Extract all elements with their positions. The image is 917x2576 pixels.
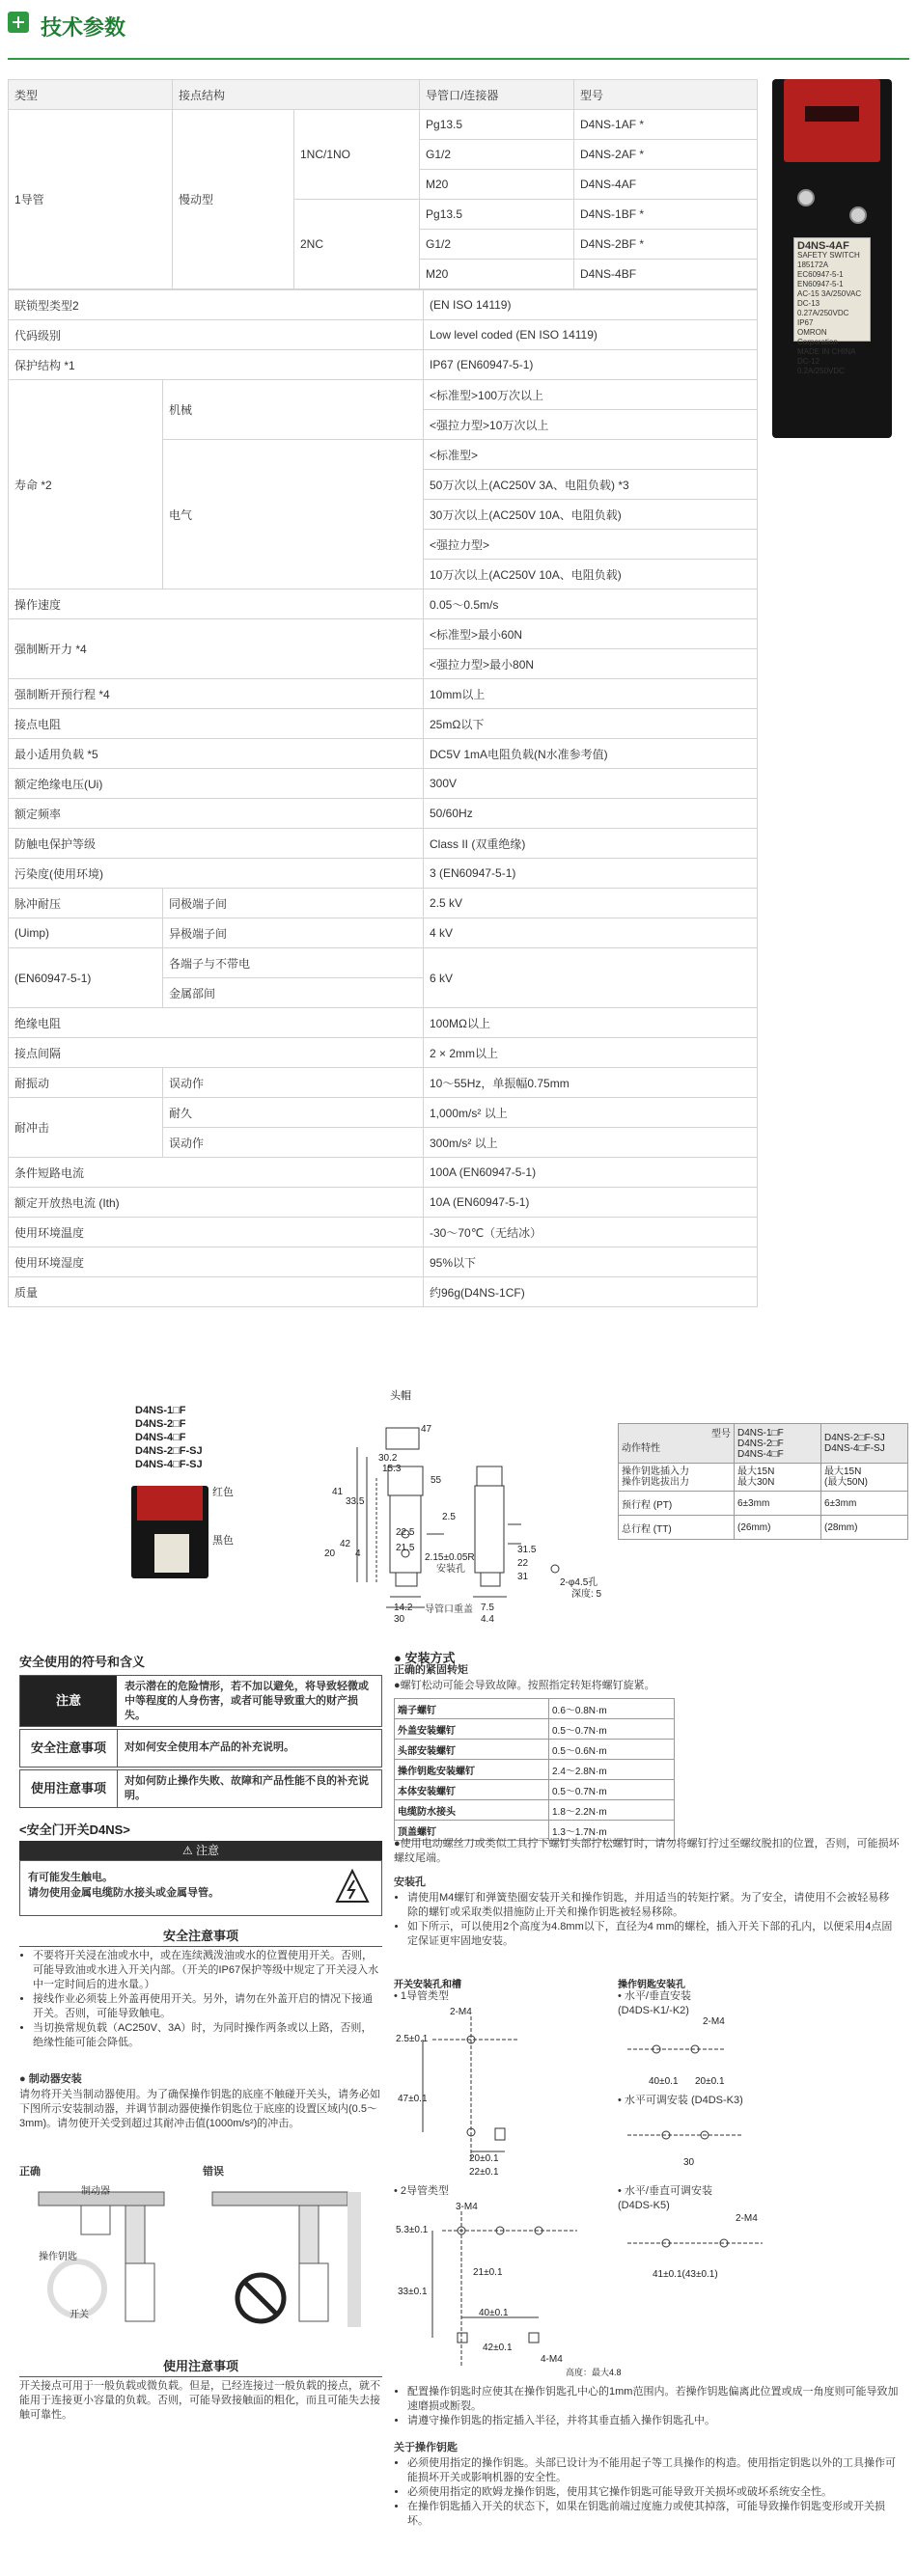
precaution-item: • 接线作业必须装上外盖再使用开关。另外，请勿在外盖开启的情况下接通开关。否则，可能导致触电。	[33, 1992, 382, 2021]
torque-value: 0.5～0.6N·m	[549, 1740, 675, 1760]
torque-item: 本体安装螺钉	[395, 1780, 549, 1800]
spec-value: 25mΩ以下	[424, 709, 758, 739]
char-row-value: (26mm)	[735, 1516, 821, 1540]
spec-value: 4 kV	[424, 918, 758, 948]
dim-label: 41±0.1(43±0.1)	[653, 2269, 718, 2280]
char-head-col: D4NS-2□F-SJ D4NS-4□F-SJ	[821, 1424, 908, 1464]
switch-holes-title: 开关安装孔和槽	[394, 1980, 461, 1990]
dim-label: 高度：最大4.8	[566, 2368, 622, 2377]
model-name: D4NS-4□F-SJ	[135, 1459, 203, 1470]
cell-model: D4NS-4BF	[574, 260, 758, 289]
key-notes	[394, 2385, 900, 2428]
correct-label: 正确	[19, 2166, 41, 2178]
spec-value: 1,000m/s² 以上	[424, 1098, 758, 1128]
header-structure: 接点结构	[173, 80, 420, 110]
key-more-item: • 必须使用指定的欧姆龙操作钥匙，使用其它操作钥匙可能导致开关损坏或破坏系统安全性。	[407, 2485, 900, 2500]
spec-label: 脉冲耐压	[9, 889, 163, 918]
type1-label: • 1导管类型	[394, 1990, 450, 2002]
spec-value: 30万次以上(AC250V 10A、电阻负载)	[424, 500, 758, 530]
symbol-label: 使用注意事项	[20, 1770, 118, 1807]
key-more-item: • 必须使用指定的操作钥匙。头部已设计为不能用起子等工具操作的构造。使用指定钥匙以外的工具操作可能损坏开关或影响机器的安全性。	[407, 2456, 900, 2485]
spec-value: Class II (双重绝缘)	[424, 829, 758, 859]
section-title: 技术参数	[41, 15, 126, 40]
switch-photo-head	[137, 1486, 203, 1521]
cell-conduit: M20	[420, 260, 574, 289]
char-row-value: 6±3mm	[735, 1492, 821, 1516]
spec-label: 强制断开力 *4	[9, 619, 424, 679]
char-head-sub: 动作特性	[622, 1443, 660, 1454]
dim-label: 30.2	[378, 1453, 398, 1464]
key-note: • 请遵守操作钥匙的指定插入半径，并将其垂直插入操作钥匙孔中。	[407, 2414, 900, 2428]
spec-label: 耐冲击	[9, 1098, 163, 1158]
spec-label: 耐振动	[9, 1068, 163, 1098]
dim-label: 2.5±0.1	[396, 2034, 429, 2044]
spec-value: 10万次以上(AC250V 10A、电阻负载)	[424, 560, 758, 589]
callout-depth: 深度: 5	[571, 1589, 602, 1600]
torque-item: 顶盖螺钉	[395, 1821, 549, 1841]
symbol-text: 对如何防止操作失败、故障和产品性能不良的补充说明。	[125, 1775, 369, 1801]
char-row-value: 最大15N 最大30N	[735, 1464, 821, 1492]
torque-item: 操作钥匙安装螺钉	[395, 1760, 549, 1780]
spec-label: 防触电保护等级	[9, 829, 424, 859]
spec-label: (EN60947-5-1)	[9, 948, 163, 1008]
electric-shock-icon	[335, 1869, 370, 1904]
spec-value: 100MΩ以上	[424, 1008, 758, 1038]
symbol-safety-precaution	[19, 1729, 382, 1768]
char-row-label: 预行程 (PT)	[619, 1492, 735, 1516]
dim-label: 22.5	[396, 1527, 415, 1538]
spec-value: 300V	[424, 769, 758, 799]
caution-bar-label: 注意	[196, 1844, 220, 1857]
spec-sublabel: 误动作	[163, 1128, 424, 1158]
dim-label: 15.3	[382, 1464, 402, 1474]
dim-label: 42	[340, 1539, 351, 1549]
label-line: EC60947-5-1	[797, 270, 844, 279]
dim-label: 5.3±0.1	[396, 2225, 429, 2235]
holes-note: • 如下所示，可以使用2个高度为4.8mm以下，直径为4 mm的螺栓，插入开关下部的孔内，以便采用4点固定保证更牢固地安装。	[407, 1920, 900, 1949]
spec-value: <标准型>100万次以上	[424, 380, 758, 410]
type2-label: • 2导管类型	[394, 2185, 450, 2197]
spec-label: 污染度(使用环境)	[9, 859, 424, 889]
spec-label: 额定绝缘电压(Ui)	[9, 769, 424, 799]
torque-intro: ●螺钉松动可能会导致故障。按照指定转矩将螺钉旋紧。	[394, 1680, 655, 1691]
spec-label: 接点间隔	[9, 1038, 424, 1068]
screw-icon	[849, 206, 867, 224]
dim-label: 4.4	[481, 1614, 494, 1625]
model-list	[135, 1404, 203, 1471]
spec-value: <标准型>最小60N	[424, 619, 758, 649]
char-row-value: 6±3mm	[821, 1492, 908, 1516]
header-conduit: 导管口/连接器	[420, 80, 574, 110]
model-name: D4NS-4□F	[135, 1432, 186, 1443]
torque-value: 0.6～0.8N·m	[549, 1699, 675, 1719]
spec-value: 95%以下	[424, 1247, 758, 1277]
type1-hole-diagram	[394, 2007, 606, 2171]
dim-label: 30	[683, 2157, 695, 2168]
label-line: EN60947-5-1	[797, 280, 844, 288]
model-name: D4NS-1□F	[135, 1405, 186, 1416]
spec-value: DC5V 1mA电阻负载(N水准参考值)	[424, 739, 758, 769]
key-more-item: • 在操作钥匙插入开关的状态下，如果在钥匙前端过度施力或使其掉落，可能导致操作钥匙变形或开关损坏。	[407, 2500, 900, 2529]
dim-label: 47	[421, 1424, 432, 1435]
dim-label: 20	[324, 1548, 336, 1559]
key-title: 关于操作钥匙	[394, 2442, 458, 2453]
cell-conduit: G1/2	[420, 230, 574, 260]
char-head-model	[619, 1424, 735, 1464]
spec-value: (EN ISO 14119)	[424, 290, 758, 320]
plus-icon	[8, 12, 29, 33]
spec-sublabel: 金属部间	[163, 978, 424, 1008]
dim-label: 20±0.1	[469, 2153, 499, 2164]
model-name: D4NS-2□F	[135, 1418, 186, 1430]
label-line: OMRON Corporation	[797, 328, 838, 346]
dim-label: 40±0.1	[649, 2076, 679, 2087]
spec-label: 条件短路电流	[9, 1158, 424, 1188]
label-line: DC-12 0.2A/250VDC	[797, 357, 845, 375]
spec-value: 50/60Hz	[424, 799, 758, 829]
header-type: 类型	[9, 80, 173, 110]
spec-value: -30～70℃（无结冰）	[424, 1218, 758, 1247]
torque-item: 外盖安装螺钉	[395, 1719, 549, 1740]
char-row-value: (28mm)	[821, 1516, 908, 1540]
spec-value: <标准型>	[424, 440, 758, 470]
spec-value: 2 × 2mm以上	[424, 1038, 758, 1068]
characteristics-table	[618, 1423, 908, 1540]
safety-title: 安全使用的符号和含义	[19, 1655, 146, 1669]
dim-label: 42±0.1	[483, 2343, 513, 2353]
wrong-install-diagram	[203, 2182, 367, 2337]
torque-item: 头部安装螺钉	[395, 1740, 549, 1760]
spec-sublabel: 异极端子间	[163, 918, 424, 948]
key-slot	[805, 106, 859, 122]
dim-label: 31	[517, 1572, 529, 1582]
dim-label: 2-M4	[736, 2213, 758, 2224]
spec-value: 10A (EN60947-5-1)	[424, 1188, 758, 1218]
wrong-label: 错误	[203, 2166, 224, 2178]
char-row-label: 总行程 (TT)	[619, 1516, 735, 1540]
dim-label: 21±0.1	[473, 2267, 503, 2278]
spec-value: Low level coded (EN ISO 14119)	[424, 320, 758, 350]
precautions-list	[19, 1949, 382, 2050]
symbol-usage-precaution	[19, 1769, 382, 1808]
spec-table	[8, 289, 758, 1307]
spec-value: 300m/s² 以上	[424, 1128, 758, 1158]
spec-label: 最小适用负载 *5	[9, 739, 424, 769]
cell-conduit: Pg13.5	[420, 110, 574, 140]
label-line: D4NS-4AF	[797, 240, 849, 252]
spec-label: 代码级别	[9, 320, 424, 350]
label-line: SAFETY SWITCH 185172A	[797, 251, 860, 269]
symbol-label: 注意	[20, 1676, 117, 1726]
dim-label: 30	[394, 1614, 405, 1625]
key-k1-diagram	[618, 2020, 734, 2078]
door-switch-title: <安全门开关D4NS>	[19, 1822, 130, 1837]
dim-label: 4	[355, 1548, 361, 1559]
spec-label: 额定频率	[9, 799, 424, 829]
torque-title: 正确的紧固转矩	[394, 1664, 468, 1676]
symbol-text: 对如何安全使用本产品的补充说明。	[125, 1741, 294, 1753]
key-more-list	[394, 2456, 900, 2529]
callout-red: 红色	[212, 1487, 234, 1498]
product-label	[793, 237, 871, 375]
cell-contact-b: 2NC	[294, 200, 420, 289]
spec-value: 10mm以上	[424, 679, 758, 709]
symbol-caution	[19, 1675, 382, 1727]
caution-box	[19, 1860, 382, 1916]
caution-bar	[19, 1841, 382, 1860]
spec-sublabel: 机械	[163, 380, 424, 440]
diagram-label: 制动器	[81, 2186, 110, 2197]
holes-title: 安装孔	[394, 1877, 426, 1888]
dim-label: 2-M4	[703, 2016, 725, 2027]
char-row-value: 最大15N (最大50N)	[821, 1464, 908, 1492]
key-type-label: • 水平可调安装 (D4DS-K3)	[618, 2095, 743, 2106]
spec-label: (Uimp)	[9, 918, 163, 948]
dim-label: 2.5	[442, 1512, 456, 1522]
dim-label: 21.5	[396, 1543, 415, 1553]
spec-label: 额定开放热电流 (Ith)	[9, 1188, 424, 1218]
key-holes-title: 操作钥匙安装孔	[618, 1980, 685, 1990]
label-line: DC-13 0.27A/250VDC	[797, 299, 849, 317]
spec-value: 2.5 kV	[424, 889, 758, 918]
cell-contact-a: 1NC/1NO	[294, 110, 420, 200]
caution-text: 请勿使用金属电缆防水接头或金属导管。	[28, 1887, 219, 1899]
cell-structure: 慢动型	[173, 110, 294, 289]
key-k5-diagram	[618, 2219, 772, 2267]
switch-photo-label	[154, 1534, 189, 1573]
spec-label: 强制断开预行程 *4	[9, 679, 424, 709]
callout-headcap: 头帽	[390, 1390, 411, 1402]
callout-conduit-cap: 导管口重盖	[425, 1604, 473, 1615]
header-model: 型号	[574, 80, 758, 110]
cell-conduit: M20	[420, 170, 574, 200]
spec-sublabel: 耐久	[163, 1098, 424, 1128]
symbol-text: 表示潜在的危险情形，若不加以避免，将导致轻微或中等程度的人身伤害，或者可能导致重大的财产损失。	[125, 1681, 369, 1721]
key-k3-diagram	[618, 2111, 753, 2159]
spec-value: <强拉力型>10万次以上	[424, 410, 758, 440]
precaution-item: • 不要将开关浸在油或水中，或在连续溅泼油或水的位置使用开关。否则，可能导致油或水进入开关内部。（开关的IP67保护等级中规定了开关浸入水中一定时间后的进水量。）	[33, 1949, 382, 1992]
dim-label: 33.5	[346, 1496, 365, 1507]
cell-model: D4NS-2AF *	[574, 140, 758, 170]
label-line: MADE IN CHINA	[797, 347, 856, 356]
dim-label: 41	[332, 1487, 344, 1497]
spec-sublabel: 各端子与不带电	[163, 948, 424, 978]
dim-label: 33±0.1	[398, 2287, 428, 2297]
spec-label: 接点电阻	[9, 709, 424, 739]
spec-value: 6 kV	[424, 948, 758, 1008]
stopper-text: 请勿将开关当制动器使用。为了确保操作钥匙的底座不触碰开关头，请务必如下图所示安装制动器，并调节制动器使操作钥匙位于底座的设置区域内(0.5～3mm)。请勿使开关受到超过其耐冲击值(1000m/s²)的冲击。	[19, 2089, 380, 2129]
cell-model: D4NS-2BF *	[574, 230, 758, 260]
diagram-label: 开关	[69, 2310, 89, 2320]
spec-label: 操作速度	[9, 589, 424, 619]
spec-value: 10～55Hz，单振幅0.75mm	[424, 1068, 758, 1098]
char-head-col: D4NS-1□F D4NS-2□F D4NS-4□F	[735, 1424, 821, 1464]
char-head-label: 型号	[711, 1429, 731, 1439]
spec-value: 约96g(D4NS-1CF)	[424, 1277, 758, 1307]
diagram-label: 操作钥匙	[39, 2252, 77, 2262]
label-line: IP67	[797, 318, 814, 327]
torque-value: 2.4～2.8N·m	[549, 1760, 675, 1780]
torque-value: 1.3～1.7N·m	[549, 1821, 675, 1841]
dim-label: 3-M4	[456, 2202, 478, 2212]
spec-sublabel: 误动作	[163, 1068, 424, 1098]
spec-label: 使用环境湿度	[9, 1247, 424, 1277]
precautions-title: 安全注意事项	[19, 1926, 382, 1947]
model-table	[8, 79, 758, 289]
spec-label: 保护结构 *1	[9, 350, 424, 380]
cell-model: D4NS-1AF *	[574, 110, 758, 140]
torque-value: 1.8～2.2N·m	[549, 1800, 675, 1821]
torque-value: 0.5～0.7N·m	[549, 1719, 675, 1740]
spec-label: 寿命 *2	[9, 380, 163, 589]
spec-label: 使用环境温度	[9, 1218, 424, 1247]
spec-value: 3 (EN60947-5-1)	[424, 859, 758, 889]
spec-label: 联锁型类型2	[9, 290, 424, 320]
torque-item: 端子螺钉	[395, 1699, 549, 1719]
torque-note: ●使用电动螺丝刀或类似工具拧下螺钉头部拧松螺钉时，请勿将螺钉拧过至螺纹脱扣的位置，否则，可能损坏螺纹尾端。	[394, 1838, 900, 1864]
dim-label: 7.5	[481, 1603, 494, 1613]
dim-label: 22±0.1	[469, 2167, 499, 2178]
key-note: • 配置操作钥匙时应使其在操作钥匙孔中心的1mm范围内。若操作钥匙偏离此位置或成一角度则可能导致加速磨损或断裂。	[407, 2385, 900, 2414]
dim-label: 20±0.1	[695, 2076, 725, 2087]
callout-mount-hole: 安装孔	[436, 1564, 465, 1575]
spec-label: 绝缘电阻	[9, 1008, 424, 1038]
stopper-title: ● 制动器安装	[19, 2073, 82, 2085]
spec-value: IP67 (EN60947-5-1)	[424, 350, 758, 380]
spec-sublabel: 同极端子间	[163, 889, 424, 918]
holes-note: • 请使用M4螺钉和弹簧垫圈安装开关和操作钥匙，并用适当的转矩拧紧。为了安全，请使用不会被轻易移除的螺钉或采取类似措施防止开关和操作钥匙被轻易移除。	[407, 1891, 900, 1920]
caution-text: 有可能发生触电。	[28, 1872, 113, 1883]
dim-label: 2-φ4.5孔	[560, 1577, 598, 1588]
torque-value: 0.5～0.7N·m	[549, 1780, 675, 1800]
char-row-label: 操作钥匙插入力 操作钥匙拔出力	[619, 1464, 735, 1492]
key-type-label: • 水平/垂直可调安装 (D4DS-K5)	[618, 2185, 712, 2211]
cell-model: D4NS-4AF	[574, 170, 758, 200]
label-line: AC-15 3A/250VAC	[797, 289, 862, 298]
precaution-item: • 当切换常规负载（AC250V、3A）时，为同时操作两条或以上路，否则，绝缘性能可能会降低。	[33, 2021, 382, 2050]
spec-label: 质量	[9, 1277, 424, 1307]
usage-text: 开关接点可用于一般负载或微负载。但是，已经连接过一般负载的接点，就不能用于连接更小容量的负载。否则，可能导致接触面的粗化，而且可能失去接触可靠性。	[19, 2380, 380, 2421]
dim-label: 47±0.1	[398, 2094, 428, 2104]
key-type-label: • 水平/垂直安装 (D4DS-K1/-K2)	[618, 1990, 691, 2016]
dim-label: 55	[431, 1475, 442, 1486]
torque-table	[394, 1698, 675, 1841]
spec-value: <强拉力型>最小80N	[424, 649, 758, 679]
dim-label: 14.2	[394, 1603, 413, 1613]
holes-notes	[394, 1891, 900, 1949]
screw-icon	[797, 189, 815, 206]
cell-conduit: G1/2	[420, 140, 574, 170]
cell-model: D4NS-1BF *	[574, 200, 758, 230]
spec-sublabel: 电气	[163, 440, 424, 589]
dim-label: 40±0.1	[479, 2308, 509, 2318]
spec-value: 50万次以上(AC250V 3A、电阻负载) *3	[424, 470, 758, 500]
dim-label: 2-M4	[450, 2007, 472, 2017]
spec-value: 0.05～0.5m/s	[424, 589, 758, 619]
model-name: D4NS-2□F-SJ	[135, 1445, 203, 1457]
spec-value: 100A (EN60947-5-1)	[424, 1158, 758, 1188]
symbol-label: 安全注意事项	[20, 1730, 118, 1767]
warning-icon: ⚠	[181, 1844, 193, 1857]
install-title: ● 安装方式	[394, 1651, 456, 1665]
dim-label: 4-M4	[541, 2354, 563, 2365]
callout-black: 黑色	[212, 1535, 234, 1547]
section-header	[8, 12, 909, 60]
torque-item: 电缆防水接头	[395, 1800, 549, 1821]
spec-value: <强拉力型>	[424, 530, 758, 560]
dim-label: 31.5	[517, 1545, 537, 1555]
dim-label: 22	[517, 1558, 529, 1569]
cell-conduit: Pg13.5	[420, 200, 574, 230]
dim-label: 2.15±0.05R	[425, 1552, 475, 1563]
cell-type: 1导管	[9, 110, 173, 289]
usage-title: 使用注意事项	[19, 2356, 382, 2377]
